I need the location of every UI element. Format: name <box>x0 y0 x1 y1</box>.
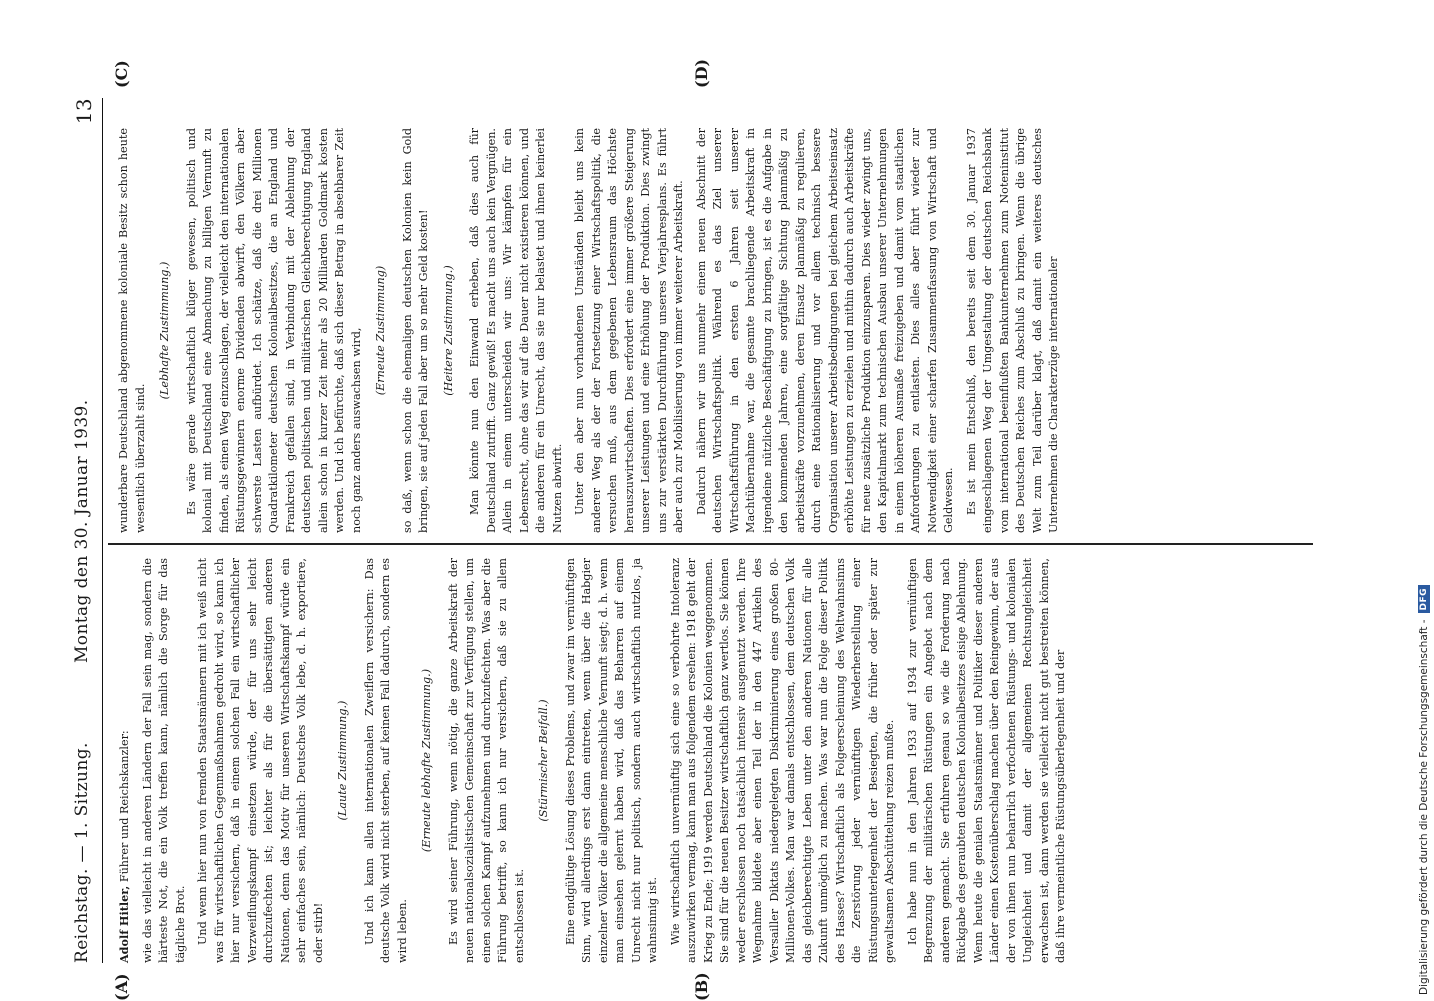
audience-reaction: (Lebhafte Zustimmung.) <box>158 261 171 400</box>
paragraph: Es ist mein Entschluß, den bereits seit dem 30. Januar 1937 eingeschlagenen Weg der Umgestaltung der deutschen Reichsbank vom international beeinflußten Bankunternehmen zum Noteninstitut des Deutschen Reiches zum Abschluß zu bringen. Wenn die übrige Welt zum Teil darüber klagt, daß damit ein weiteres deutsches Unternehmen die Charakterzüge internationaler <box>964 128 1060 533</box>
paragraph: so daß, wenn schon die ehemaligen deutschen Kolonien kein Gold bringen, sie auf jeden Fall aber um so mehr Geld kosten! <box>400 128 430 533</box>
digitization-note-text: Digitalisierung gefördert durch die Deutsche Forschungsgemeinschaft - <box>1418 619 1430 995</box>
paragraph: Ich habe nun in den Jahren 1933 auf 1934 zur vernünftigen Begrenzung der militärischen Rüstungen ein Angebot nach dem anderen gemacht. Sie erfuhren genau so wie die Forderung nach Rückgabe des geraubten deutschen Kolonialbesitzes eisige Ablehnung. Wenn heute die genialen Staatsmänner und Politiker dieser anderen Länder einen Kostenüberschlag machen über den Reingewinn, der aus der von ihnen nun beharrlich verfochtenen Rüstungs- und kolonialen Ungleichheit und damit der allgemeinen Rechtsungleichheit erwachsen ist, dann werden sie vielleicht nicht gut bestreiten können, daß ihre vermeintliche Rüstungsüberlegenheit und der <box>905 558 1067 963</box>
paragraph: Es wird seiner Führung, wenn nötig, die ganze Arbeitskraft der neuen nationalsozialistischen Gemeinschaft zur Verfügung stellen, um einen solchen Kampf aufzunehmen und durchzufechten. Was aber die Führung betrifft, so kann ich nur versichern, daß sie zu allem entschlossen ist. <box>446 558 526 963</box>
margin-mark-b: (B) <box>692 972 711 1001</box>
paragraph: Und ich kann allen internationalen Zweiflern versichern: Das deutsche Volk wird nicht sterben, auf keinen Fall dadurch, sondern es wird leben. <box>362 558 409 963</box>
paragraph: Und wenn hier nun von fremden Staatsmännern mit ich weiß nicht was für wirtschaftlichen Gegenmaßnahmen gedroht wird, so kann ich hier nur versichern, daß in einem solchen Fall ein wirtschaftlicher Verzweiflungskampf einsetzen würde, der für uns sehr leicht durchzufechten ist; leichter als für die übersättigten anderen Nationen, denn das Motiv für unseren Wirtschaftskampf würde ein sehr einfaches sein, nämlich: Deutsches Volk lebe, d. h. exportiere, oder stirb! <box>196 558 325 963</box>
column-divider <box>108 544 1313 546</box>
paragraph: Dadurch nähern wir uns nunmehr einem neuen Abschnitt der deutschen Wirtschaftspolitik. Während es das Ziel unserer Wirtschaftsführung in den ersten 6 Jahren seit unserer Machtübernahme war, die gesamte brachliegende Arbeitskraft in irgendeine nützliche Beschäftigung zu bringen, ist es die Aufgabe in den kommenden Jahren, eine sorgfältige Sichtung planmäßig zu arbeitskräfte vorzunehmen, deren Einsatz planmäßig zu regulieren, durch eine Rationalisierung und vor allem technisch bessere Organisation unserer Arbeitsbedingungen bei gleichem Arbeitseinsatz erhöhte Leistungen zu erzielen und mithin dadurch auch Arbeitskräfte für neue zusätzliche Produktion einzusparen. Dies wieder zwingt uns, den Kapitalmarkt zum technischen Ausbau unserer Unternehmungen in einem höheren Ausmaße freizugeben und damit vom staatlichen Anforderungen zu entlasten. Dies alles aber führt wieder zur Notwendigkeit einer scharfen Zusammenfassung von Wirtschaft und Geldwesen. <box>694 128 955 533</box>
audience-reaction: (Heitere Zustimmung.) <box>441 265 455 396</box>
paragraph: Man könnte nun den Einwand erheben, daß dies auch für Deutschland zutrifft. Ganz gewiß! Es macht uns auch kein Vergnügen. Allein in einem unterscheiden wir uns: Wir kämpfen für ein Lebensrecht, ohne das wir auf die Dauer nicht existieren können, und die anderen für ein Unrecht, das sie nur belastet und ihnen keinerlei Nutzen abwirft. <box>468 128 564 533</box>
document-page <box>62 58 1322 1001</box>
right-column <box>116 128 1069 533</box>
audience-reaction: (Erneute Zustimmung) <box>374 265 387 396</box>
speaker-line <box>116 558 134 963</box>
speaker-role: Führer und Reichskanzler: <box>118 730 131 883</box>
paragraph: Wie wirtschaftlich unvernünftig sich eine so verbohrte Intoleranz auszuwirken vermag, kann man aus folgendem ersehen: 1918 geht der Krieg zu Ende; 1919 werden Deutschland die Kolonien weggenommen. Sie sind für die neuen Besitzer wirtschaftlich ganz wertlos. Sie können weder erschlossen noch tatsächlich intensiv ausgenutzt werden. Ihre Wegnahme bildete aber einen Teil der in den 447 Artikeln des Versailler Diktats niedergelegten Diskriminierung eines großen 80-Millionen-Volkes. Man war damals entschlossen, dem deutschen Volk das gleichberechtigte Leben unter den anderen Nationen für alle Zukunft unmöglich zu machen. Was war nun die Folge dieser Politik des Hasses? Wirtschaftlich als Folgeerscheinung des Weltwahnsinns die Zerstörung jeder vernünftigen Wiederherstellung einer Rüstungsunterlegenheit der Besiegten, die früher oder später zur gewaltsamen Abschüttelung reizen mußte. <box>668 558 896 963</box>
running-head <box>62 98 103 963</box>
audience-reaction: (Laute Zustimmung.) <box>336 700 349 821</box>
paragraph: Es wäre gerade wirtschaftlich klüger gewesen, politisch und kolonial mit Deutschland eine Abmachung zu billigen Vernunft zu finden, als einen Weg einzuschlagen, der vielleicht den internationalen Rüstungsgewinnern enorme Dividenden abwirft, den Völkern aber schwerste Lasten aufbürdet. Ich schätze, daß die drei Millionen Quadratkilometer deutschen Kolonialbesitzes, die an England und Frankreich gefallen sind, in Verbindung mit der Ablehnung der deutschen politischen und militärischen Gleichberechtigung England allein schon in kurzer Zeit mehr als 20 Milliarden Goldmark kosten werden. Und ich befürchte, daß sich dieser Betrag in absehbarer Zeit noch ganz anders auswachsen wird, <box>184 128 363 533</box>
speaker-name: Adolf Hitler, <box>117 885 131 963</box>
audience-reaction: (Erneute lebhafte Zustimmung.) <box>420 668 433 853</box>
paragraph: wie das vielleicht in anderen Ländern der Fall sein mag, sondern die härteste Not, die ein Volk treffen kann, nämlich die Sorge für das tägliche Brot. <box>140 558 187 963</box>
left-column <box>116 558 1076 963</box>
margin-mark-d: (D) <box>692 58 711 88</box>
paragraph: Eine endgültige Lösung dieses Problems, und zwar im vernünftigen Sinn, wird allerdings erst dann eintreten, wenn über die Habgier einzelner Völker die allgemeine menschliche Vernunft siegt; d. h. wenn man einsehen gelernt haben wird, daß das Beharren auf einem Unrecht nicht nur politisch, sondern auch wirtschaftlich nutzlos, ja wahnsinnig ist. <box>563 558 659 963</box>
margin-mark-a: (A) <box>112 973 131 1001</box>
header-date: Montag den 30. Januar 1939. <box>72 399 92 663</box>
paragraph: wunderbare Deutschland abgenommene koloniale Besitz schon heute wesentlich überzahlt sind. <box>117 128 147 533</box>
page-number: 13 <box>72 98 96 125</box>
header-left: Reichstag. — 1. Sitzung. <box>72 742 92 963</box>
audience-reaction: (Stürmischer Beifall.) <box>537 699 550 822</box>
paragraph: Unter den aber nun vorhandenen Umständen bleibt uns kein anderer Weg als der der Fortsetzung einer Wirtschaftspolitik, die versuchen muß, aus dem gegebenen Lebensraum das Höchste herauszuwirtschaften. Dies erfordert eine immer größere Steigerung unserer Leistungen und eine Erhöhung der Produktion. Dies zwingt uns zur verstärkten Durchführung unseres Vierjahresplans. Es führt aber auch zur Mobilisierung von immer weiterer Arbeitskraft. <box>573 128 685 533</box>
dfg-logo-icon: DFG <box>1418 585 1430 614</box>
margin-mark-c: (C) <box>112 60 131 88</box>
digitization-note <box>1416 10 1432 995</box>
